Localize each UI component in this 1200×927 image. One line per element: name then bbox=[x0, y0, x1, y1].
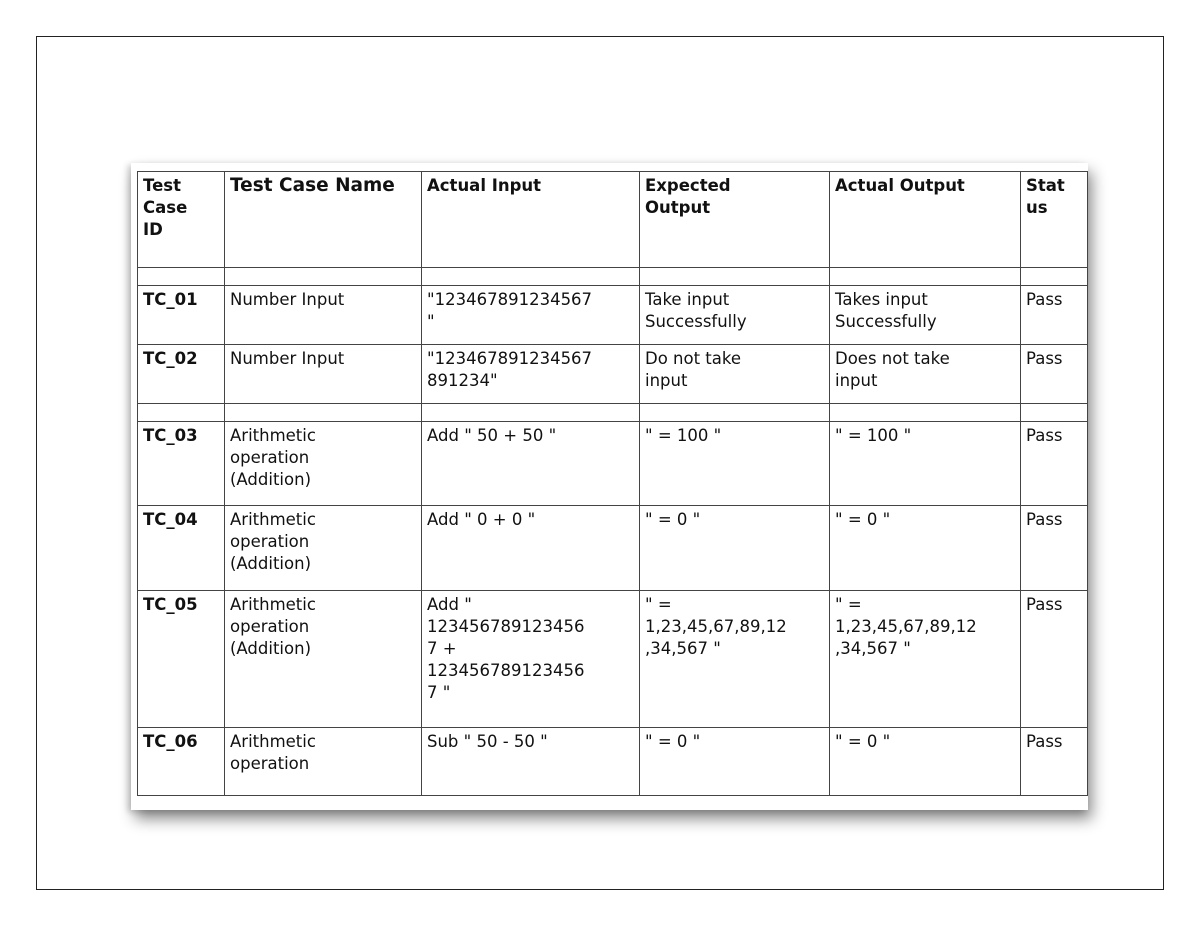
actual-input: "123467891234567 891234" bbox=[422, 345, 640, 404]
header-expected-output: Expected Output bbox=[640, 172, 830, 268]
test-case-table bbox=[137, 171, 1088, 796]
table-row bbox=[138, 345, 1088, 404]
expected-output: Take input Successfully bbox=[640, 286, 830, 345]
actual-output: " = 1,23,45,67,89,12 ,34,567 " bbox=[830, 591, 1021, 728]
table-row bbox=[138, 506, 1088, 591]
status: Pass bbox=[1021, 422, 1088, 506]
table-row bbox=[138, 591, 1088, 728]
actual-input: Sub " 50 - 50 " bbox=[422, 728, 640, 796]
test-case-id: TC_06 bbox=[138, 728, 225, 796]
status: Pass bbox=[1021, 728, 1088, 796]
actual-input: Add " 123456789123456 7 + 123456789123456 7 " bbox=[422, 591, 640, 728]
actual-input: Add " 50 + 50 " bbox=[422, 422, 640, 506]
actual-output: Takes input Successfully bbox=[830, 286, 1021, 345]
actual-output: " = 0 " bbox=[830, 728, 1021, 796]
header-actual-input: Actual Input bbox=[422, 172, 640, 268]
header-test-case-id: Test Case ID bbox=[138, 172, 225, 268]
expected-output: " = 0 " bbox=[640, 506, 830, 591]
expected-output: " = 0 " bbox=[640, 728, 830, 796]
test-case-name: Number Input bbox=[225, 345, 422, 404]
test-case-name: Arithmetic operation (Addition) bbox=[225, 591, 422, 728]
test-case-name: Arithmetic operation bbox=[225, 728, 422, 796]
header-status: Stat us bbox=[1021, 172, 1088, 268]
status: Pass bbox=[1021, 506, 1088, 591]
actual-input: "123467891234567 " bbox=[422, 286, 640, 345]
expected-output: Do not take input bbox=[640, 345, 830, 404]
expected-output: " = 1,23,45,67,89,12 ,34,567 " bbox=[640, 591, 830, 728]
actual-output: " = 0 " bbox=[830, 506, 1021, 591]
test-case-id: TC_02 bbox=[138, 345, 225, 404]
actual-output: " = 100 " bbox=[830, 422, 1021, 506]
test-case-id: TC_03 bbox=[138, 422, 225, 506]
test-case-table-image bbox=[131, 163, 1088, 810]
status: Pass bbox=[1021, 591, 1088, 728]
header-row bbox=[138, 172, 1088, 268]
test-case-id: TC_01 bbox=[138, 286, 225, 345]
test-case-id: TC_04 bbox=[138, 506, 225, 591]
table-row bbox=[138, 422, 1088, 506]
expected-output: " = 100 " bbox=[640, 422, 830, 506]
header-test-case-name: Test Case Name bbox=[225, 172, 422, 268]
actual-input: Add " 0 + 0 " bbox=[422, 506, 640, 591]
header-actual-output: Actual Output bbox=[830, 172, 1021, 268]
test-case-name: Arithmetic operation (Addition) bbox=[225, 506, 422, 591]
test-case-id: TC_05 bbox=[138, 591, 225, 728]
actual-output: Does not take input bbox=[830, 345, 1021, 404]
status: Pass bbox=[1021, 286, 1088, 345]
table-row bbox=[138, 286, 1088, 345]
test-case-name: Arithmetic operation (Addition) bbox=[225, 422, 422, 506]
spacer-row bbox=[138, 268, 1088, 286]
test-case-name: Number Input bbox=[225, 286, 422, 345]
table-row bbox=[138, 728, 1088, 796]
spacer-row bbox=[138, 404, 1088, 422]
status: Pass bbox=[1021, 345, 1088, 404]
